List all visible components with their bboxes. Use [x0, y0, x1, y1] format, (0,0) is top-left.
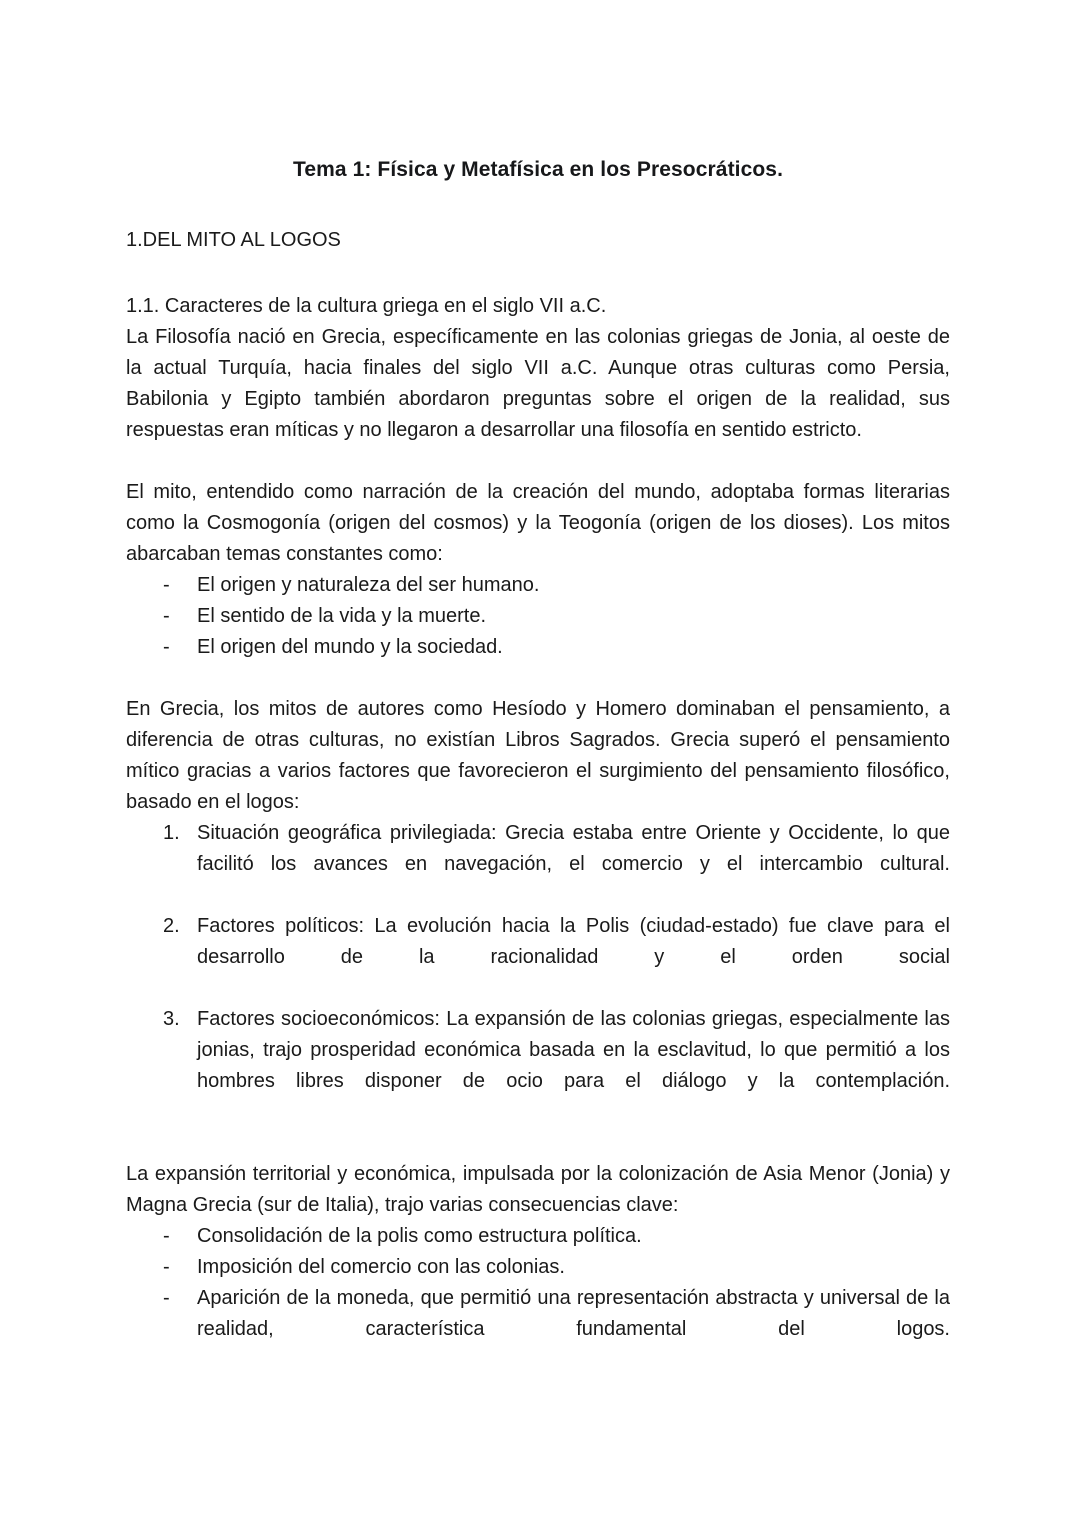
list-consecuencias: [126, 1221, 950, 1376]
list-number: 3.: [163, 1008, 180, 1030]
list-item: 1. Situación geográfica privilegiada: Grecia estaba entre Oriente y Occidente, lo que facilitó los avances en navegación, el comercio y el intercambio cultural.: [126, 818, 950, 911]
list-item: 3. Factores socioeconómicos: La expansión de las colonias griegas, especialmente las jonias, trajo prosperidad económica basada en la esclavitud, lo que permitió a los hombres libres disponer de ocio para el diálogo y la contemplación.: [126, 1004, 950, 1128]
paragraph-filosofia-nacio: La Filosofía nació en Grecia, específicamente en las colonias griegas de Jonia, al oeste de la actual Turquía, hacia finales del siglo VII a.C. Aunque otras culturas como Persia, Babilonia y Egipto también abordaron preguntas sobre el origen de la realidad, sus respuestas eran míticas y no llegaron a desarrollar una filosofía en sentido estricto.: [126, 326, 950, 441]
paragraph-en-grecia: En Grecia, los mitos de autores como Hesíodo y Homero dominaban el pensamiento, a diferencia de otras culturas, no existían Libros Sagrados. Grecia superó el pensamiento mítico gracias a varios factores que favorecieron el surgimiento del pensamiento filosófico, basado en el logos:: [126, 698, 950, 813]
dash-bullet-icon: -: [163, 605, 170, 627]
list-temas-miticos: [126, 570, 950, 663]
dash-bullet-icon: -: [163, 636, 170, 658]
paragraph-el-mito: El mito, entendido como narración de la creación del mundo, adoptaba formas literarias como la Cosmogonía (origen del cosmos) y la Teogonía (origen de los dioses). Los mitos abarcaban temas constantes como:: [126, 481, 950, 565]
list-item: - Aparición de la moneda, que permitió una representación abstracta y universal de la realidad, característica fundamental del logos.: [126, 1283, 950, 1376]
paragraph-expansion-territorial: La expansión territorial y económica, impulsada por la colonización de Asia Menor (Jonia) y Magna Grecia (sur de Italia), trajo varias consecuencias clave:: [126, 1163, 950, 1216]
list-item: - Consolidación de la polis como estructura política.: [126, 1221, 950, 1252]
page-title: Tema 1: Física y Metafísica en los Presocráticos.: [292, 158, 784, 181]
list-item: - El origen y naturaleza del ser humano.: [126, 570, 950, 601]
dash-bullet-icon: -: [163, 1287, 170, 1309]
list-item: - Imposición del comercio con las colonias.: [126, 1252, 950, 1283]
dash-bullet-icon: -: [163, 574, 170, 596]
list-number: 2.: [163, 915, 180, 937]
list-item: - El sentido de la vida y la muerte.: [126, 601, 950, 632]
dash-bullet-icon: -: [163, 1225, 170, 1247]
list-number: 1.: [163, 822, 180, 844]
dash-bullet-icon: -: [163, 1256, 170, 1278]
list-factores-logos: [126, 818, 950, 1128]
subsection-heading-1-1: 1.1. Caracteres de la cultura griega en el siglo VII a.C.: [126, 295, 607, 317]
list-item: - El origen del mundo y la sociedad.: [126, 632, 950, 663]
list-item: 2. Factores políticos: La evolución hacia la Polis (ciudad-estado) fue clave para el desarrollo de la racionalidad y el orden social: [126, 911, 950, 1004]
document-content: [126, 0, 950, 1376]
section-heading-1: 1.DEL MITO AL LOGOS: [126, 229, 341, 251]
